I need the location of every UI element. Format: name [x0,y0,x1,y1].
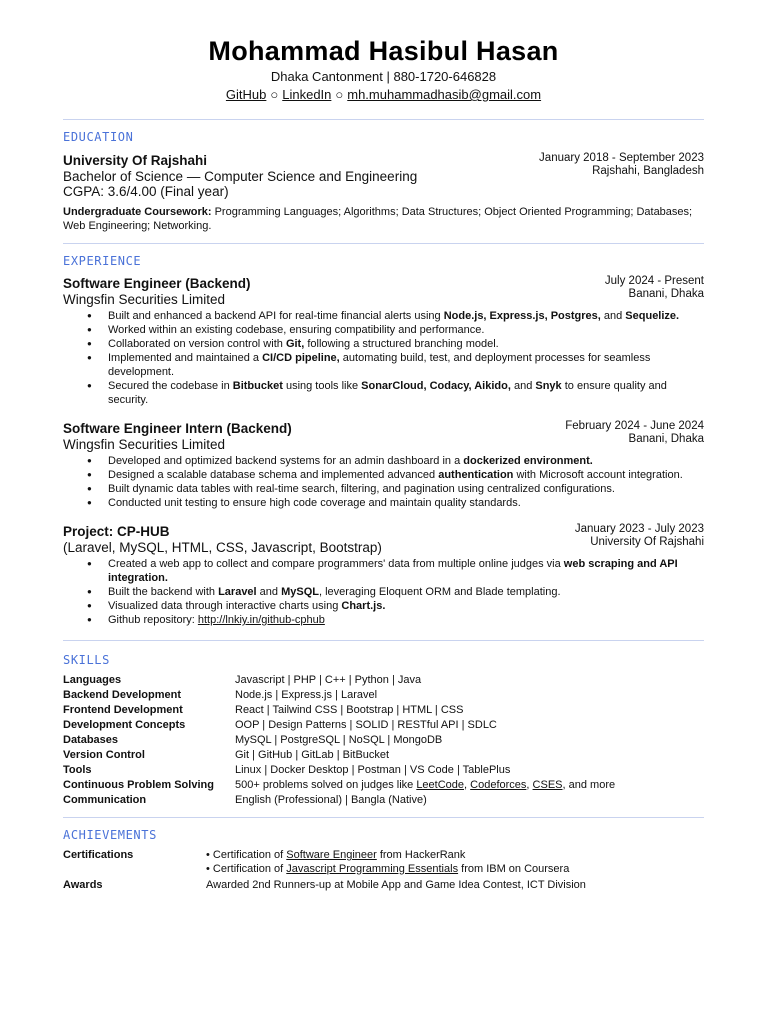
education-dates-block [539,152,704,178]
skill-label: Version Control [63,749,145,761]
bold-text: Git, [285,338,305,350]
bullet-item [108,613,704,627]
experience-dates: July 2024 - Present [604,275,704,287]
skill-value [235,688,377,703]
skill-label: Frontend Development [63,704,183,716]
skill-label: Backend Development [63,689,181,701]
inline-link[interactable]: Codeforces [470,779,527,791]
certifications-list [206,849,569,876]
skill-row [63,688,704,703]
experience-heading: EXPERIENCE [63,254,142,268]
text-segment: Git | GitHub | GitLab | BitBucket [235,749,390,761]
skill-value [235,793,427,808]
bullet-item [108,379,704,407]
experience-dates-block [575,523,704,549]
text-segment: OOP | Design Patterns | SOLID | RESTful API | SDLC [235,719,497,731]
bullet-item [108,496,704,510]
inline-link[interactable]: Software Engineer [286,849,377,861]
text-segment: from IBM on Coursera [458,862,570,875]
role-title: Software Engineer (Backend) [63,276,251,291]
resume-page [63,0,704,893]
bold-text: Node.js, Express.js, Postgres, [443,310,601,322]
experience-dates: February 2024 - June 2024 [565,420,704,432]
contact-links [63,86,704,104]
education-dates: January 2018 - September 2023 [539,152,704,164]
education-entry [63,152,704,199]
separator: ○ [270,87,279,102]
contact-line: Dhaka Cantonment | 880-1720-646828 [270,69,497,84]
role-title: Software Engineer Intern (Backend) [63,421,292,436]
certification-item [206,849,569,863]
skills-heading: SKILLS [63,653,110,667]
bold-text: MySQL [281,586,319,598]
text-segment: and [256,586,282,598]
section-divider [63,817,704,818]
bold-text: Bitbucket [232,380,283,392]
skill-label: Tools [63,764,92,776]
text-segment: React | Tailwind CSS | Bootstrap | HTML | CSS [235,704,464,716]
skill-value [235,778,615,793]
coursework-list: Programming Languages; Algorithms; Data Structures; Object Oriented Programming; Databases; Web Engineering; Networking. [63,206,693,232]
text-segment: following a structured branching model. [304,338,499,350]
bold-text: Snyk [535,380,562,392]
bullet-item [108,337,704,351]
awards-label: Awards [63,879,103,891]
email-link[interactable]: mh.muhammadhasib@gmail.com [347,87,542,102]
education-heading: EDUCATION [63,130,134,144]
text-segment: Built dynamic data tables with real-time search, filtering, and pagination using centralized configurations. [108,483,615,495]
skill-row [63,733,704,748]
certifications-row [63,849,704,876]
experience-list [63,275,704,627]
inline-link[interactable]: LeetCode [416,779,465,791]
experience-location: Banani, Dhaka [628,433,704,445]
text-segment: Github repository: [108,614,198,626]
section-divider [63,243,704,244]
text-segment: Linux | Docker Desktop | Postman | VS Code | TablePlus [235,764,511,776]
section-divider [63,640,704,641]
text-segment: Secured the codebase in [108,380,233,392]
skill-row [63,673,704,688]
bullet-item [108,309,704,323]
inline-link[interactable]: CSES [532,779,563,791]
text-segment: Node.js | Express.js | Laravel [235,689,378,701]
skill-value [235,703,463,718]
experience-location: University Of Rajshahi [590,536,704,548]
skill-value [235,718,497,733]
skill-row [63,763,704,778]
bullet-item [108,323,704,337]
experience-dates-block [605,275,704,301]
achievements-block [63,849,704,893]
role-title: Project: CP-HUB [63,524,170,539]
awards-row [63,879,704,893]
bullet-item [108,557,704,585]
bold-text: Laravel [218,586,257,598]
skill-label: Databases [63,734,119,746]
text-segment: , and more [562,779,616,791]
experience-dates-block [565,420,704,446]
text-segment: and [600,310,626,322]
experience-location: Banani, Dhaka [628,288,704,300]
separator: ○ [335,87,344,102]
text-segment: • Certification of [206,849,287,861]
text-segment: 500+ problems solved on judges like [235,779,417,791]
degree: Bachelor of Science — Computer Science and Engineering [63,169,418,184]
certifications-label: Certifications [63,849,134,861]
text-segment: from HackerRank [376,849,466,861]
bold-text: Chart.js. [341,600,386,612]
inline-link[interactable]: Javascript Programming Essentials [286,862,459,875]
bold-text: CI/CD pipeline, [262,352,340,364]
text-segment: to ensure quality and security. [108,380,667,406]
text-segment: Built and enhanced a backend API for real-time financial alerts using [108,310,444,322]
github-link[interactable]: GitHub [225,87,267,102]
education-location: Rajshahi, Bangladesh [592,165,704,177]
bold-text: authentication [438,469,514,481]
text-segment: • Certification of [206,862,287,875]
bold-text: SonarCloud, Codacy, Aikido, [361,380,511,392]
skills-table [63,673,704,808]
text-segment: , [464,779,471,791]
bullet-item [108,599,704,613]
text-segment: with Microsoft account integration. [513,469,683,481]
text-segment: Javascript | PHP | C++ | Python | Java [235,674,422,686]
certification-item [206,863,569,877]
text-segment: Developed and optimized backend systems for an admin dashboard in a [108,455,464,467]
skill-value [235,733,442,748]
skill-row [63,748,704,763]
experience-entry [63,275,704,407]
school-name: University Of Rajshahi [63,153,208,168]
text-segment: Created a web app to collect and compare programmers' data from multiple online judges via [108,558,564,570]
text-segment: automating build, test, and deployment processes for seamless development. [108,352,651,378]
skill-row [63,778,704,793]
bullet-item [108,482,704,496]
skill-label: Development Concepts [63,719,186,731]
skill-value [235,763,510,778]
text-segment: English (Professional) | Bangla (Native) [235,794,427,806]
bold-text: web scraping and API integration. [108,558,678,584]
awards-text: Awarded 2nd Runners-up at Mobile App and Game Idea Contest, ICT Division [206,879,586,891]
text-segment: Visualized data through interactive charts using [108,600,342,612]
skill-value [235,748,389,763]
company-name: Wingsfin Securities Limited [63,437,226,452]
bullet-list [63,309,704,407]
text-segment: Implemented and maintained a [108,352,263,364]
coursework [63,205,704,233]
text-segment: Built the backend with [108,586,219,598]
bold-text: dockerized environment. [463,455,593,467]
text-segment: Designed a scalable database schema and implemented advanced [108,469,439,481]
bullet-item [108,468,704,482]
skill-label: Communication [63,794,147,806]
text-segment: Collaborated on version control with [108,338,286,350]
text-segment: Worked within an existing codebase, ensuring compatibility and performance. [108,324,485,336]
text-segment: using tools like [282,380,362,392]
bullet-list [63,557,704,627]
company-name: Wingsfin Securities Limited [63,292,226,307]
section-divider [63,119,704,120]
text-segment: MySQL | PostgreSQL | NoSQL | MongoDB [235,734,443,746]
skill-value [235,673,421,688]
skill-row [63,793,704,808]
skill-row [63,718,704,733]
bullet-item [108,351,704,379]
skill-label: Continuous Problem Solving [63,779,214,791]
skill-row [63,703,704,718]
linkedin-link[interactable]: LinkedIn [282,87,332,102]
bullet-item [108,454,704,468]
inline-link[interactable]: http://lnkiy.in/github-cphub [197,614,325,626]
experience-entry [63,420,704,510]
text-segment: and [510,380,536,392]
achievements-heading: ACHIEVEMENTS [63,828,157,842]
text-segment: Conducted unit testing to ensure high code coverage and maintain quality standards. [108,497,521,509]
coursework-label: Undergraduate Coursework: [63,206,212,218]
company-name: (Laravel, MySQL, HTML, CSS, Javascript, Bootstrap) [63,540,382,555]
experience-entry [63,523,704,627]
text-segment: , leveraging Eloquent ORM and Blade templating. [318,586,561,598]
cgpa: CGPA: 3.6/4.00 (Final year) [63,184,229,199]
candidate-name: Mohammad Hasibul Hasan [208,36,559,66]
bold-text: Sequelize. [625,310,680,322]
text-segment: , [526,779,533,791]
bullet-list [63,454,704,510]
bullet-item [108,585,704,599]
skill-label: Languages [63,674,122,686]
experience-dates: January 2023 - July 2023 [574,523,704,535]
